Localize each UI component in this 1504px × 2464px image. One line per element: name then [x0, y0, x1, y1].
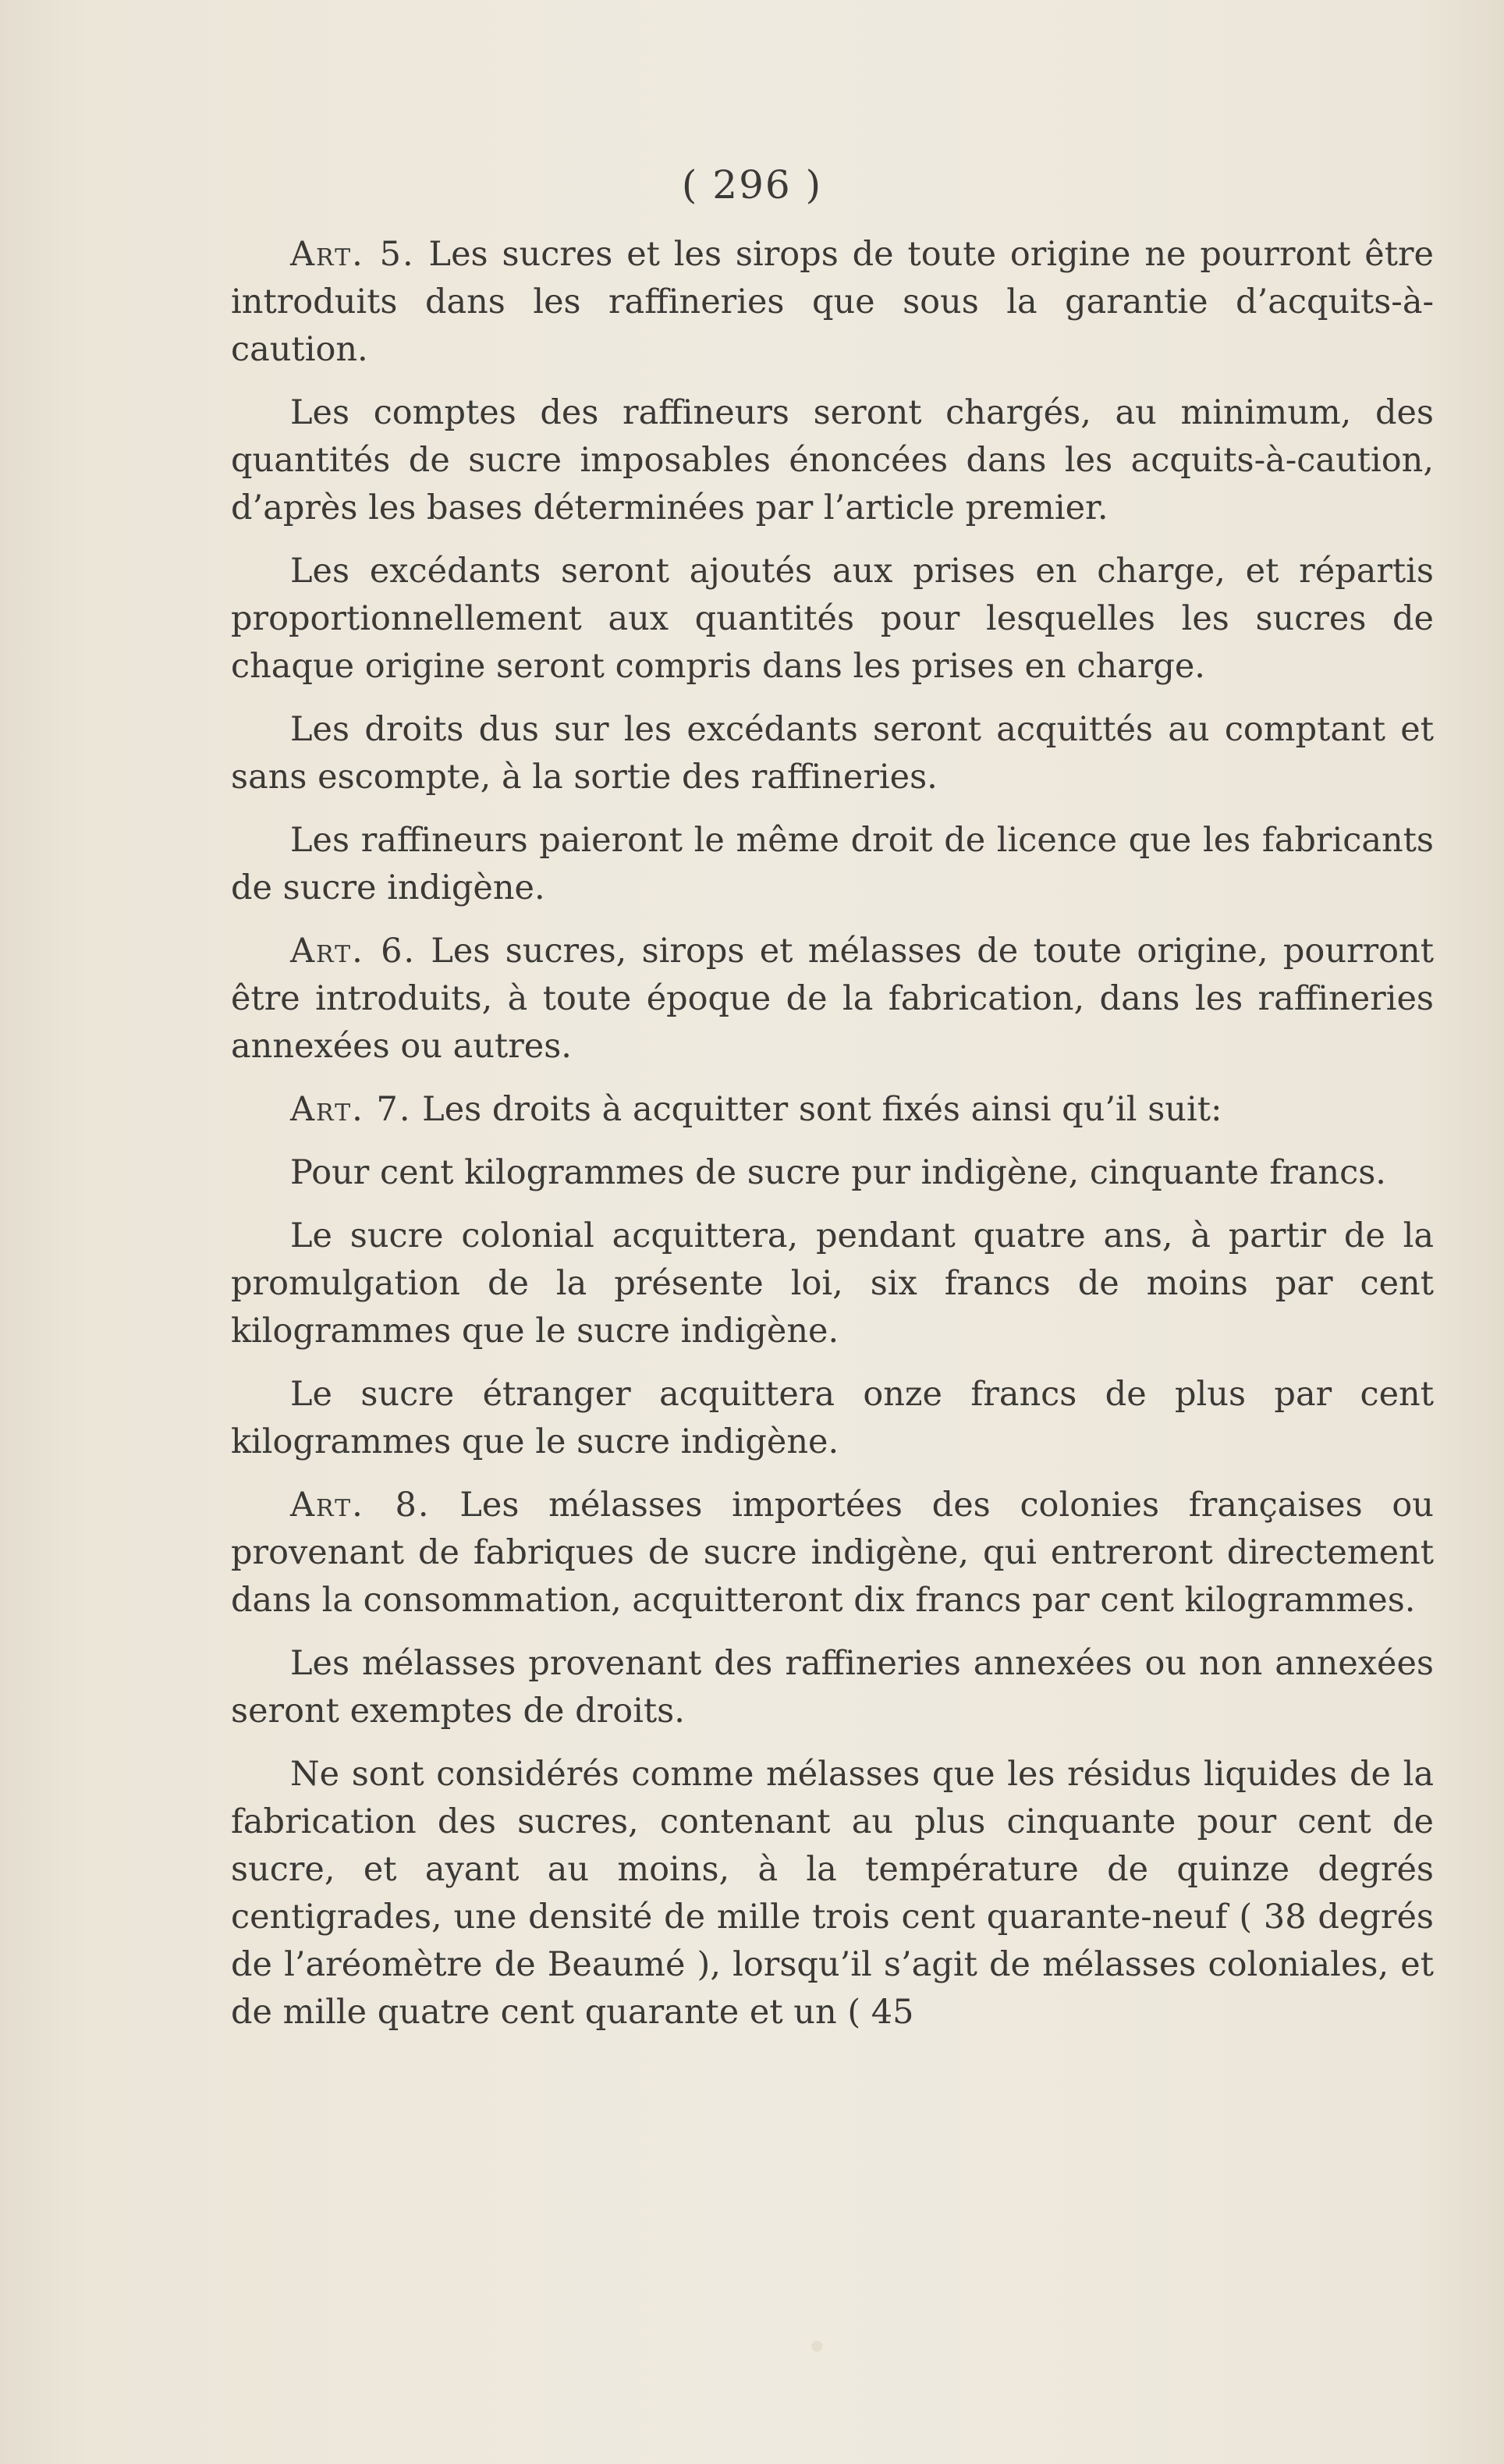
paragraph-text: Les raffineurs paieront le même droit de licence que les fabricants de sucre indigène. — [231, 821, 1434, 907]
paragraph — [231, 389, 1434, 532]
paragraph-text: Les droits à acquitter sont fixés ainsi qu’il suit: — [422, 1090, 1222, 1129]
paragraph-text: Les sucres et les sirops de toute origine ne pourront être introduits dans les raffineries que sous la garantie d’acquits-à-caution. — [231, 235, 1434, 369]
paragraph-art-6 — [231, 928, 1434, 1070]
paragraph-text: Ne sont considérés comme mélasses que les résidus liquides de la fabrication des sucres, contenant au plus cinquante pour cent de sucre, et ayant au moins, à la température de quinze degrés centigrades, une densité de mille trois cent quarante-neuf ( 38 degrés de l’aréomètre de Beaumé ), lorsqu’il s’agit de mélasses coloniales, et de mille quatre cent quarante et un ( 45 — [231, 1755, 1434, 2032]
page-body — [231, 231, 1434, 2052]
article-label: Art. 6. — [290, 932, 417, 971]
paragraph — [231, 1640, 1434, 1735]
page-number: ( 296 ) — [681, 162, 823, 208]
paragraph — [231, 817, 1434, 912]
paragraph-art-5 — [231, 231, 1434, 374]
paragraph — [231, 1212, 1434, 1355]
paragraph-text: Les comptes des raffineurs seront chargés, au minimum, des quantités de sucre imposables énoncées dans les acquits-à-caution, d’après les bases déterminées par l’article premier. — [231, 393, 1434, 527]
paragraph-text: Le sucre colonial acquittera, pendant quatre ans, à partir de la promulgation de la présente loi, six francs de moins par cent kilogrammes que le sucre indigène. — [231, 1216, 1434, 1351]
paragraph — [231, 1149, 1434, 1197]
paragraph — [231, 548, 1434, 691]
paragraph-text: Les excédants seront ajoutés aux prises en charge, et répartis proportionnellement aux quantités pour lesquelles les sucres de chaque origine seront compris dans les prises en charge. — [231, 552, 1434, 686]
paragraph-text: Pour cent kilogrammes de sucre pur indigène, cinquante francs. — [290, 1153, 1386, 1192]
paragraph — [231, 1751, 1434, 2036]
paragraph-text: Les sucres, sirops et mélasses de toute origine, pourront être introduits, à toute époque de la fabrication, dans les raffineries annexées ou autres. — [231, 932, 1434, 1066]
paragraph-art-8 — [231, 1482, 1434, 1624]
paper-stain — [811, 2341, 822, 2352]
paragraph-text: Les droits dus sur les excédants seront acquittés au comptant et sans escompte, à la sortie des raffineries. — [231, 710, 1434, 797]
paragraph — [231, 1371, 1434, 1466]
paragraph-art-7 — [231, 1086, 1434, 1134]
paragraph — [231, 706, 1434, 801]
paragraph-text: Le sucre étranger acquittera onze francs de plus par cent kilogrammes que le sucre indigène. — [231, 1375, 1434, 1461]
article-label: Art. 5. — [290, 235, 415, 274]
article-label: Art. 8. — [290, 1486, 431, 1525]
paragraph-text: Les mélasses provenant des raffineries annexées ou non annexées seront exemptes de droits. — [231, 1644, 1434, 1731]
paragraph-text: Les mélasses importées des colonies françaises ou provenant de fabriques de sucre indigène, qui entreront directement dans la consommation, acquitteront dix francs par cent kilogrammes. — [231, 1486, 1434, 1620]
article-label: Art. 7. — [290, 1090, 412, 1129]
